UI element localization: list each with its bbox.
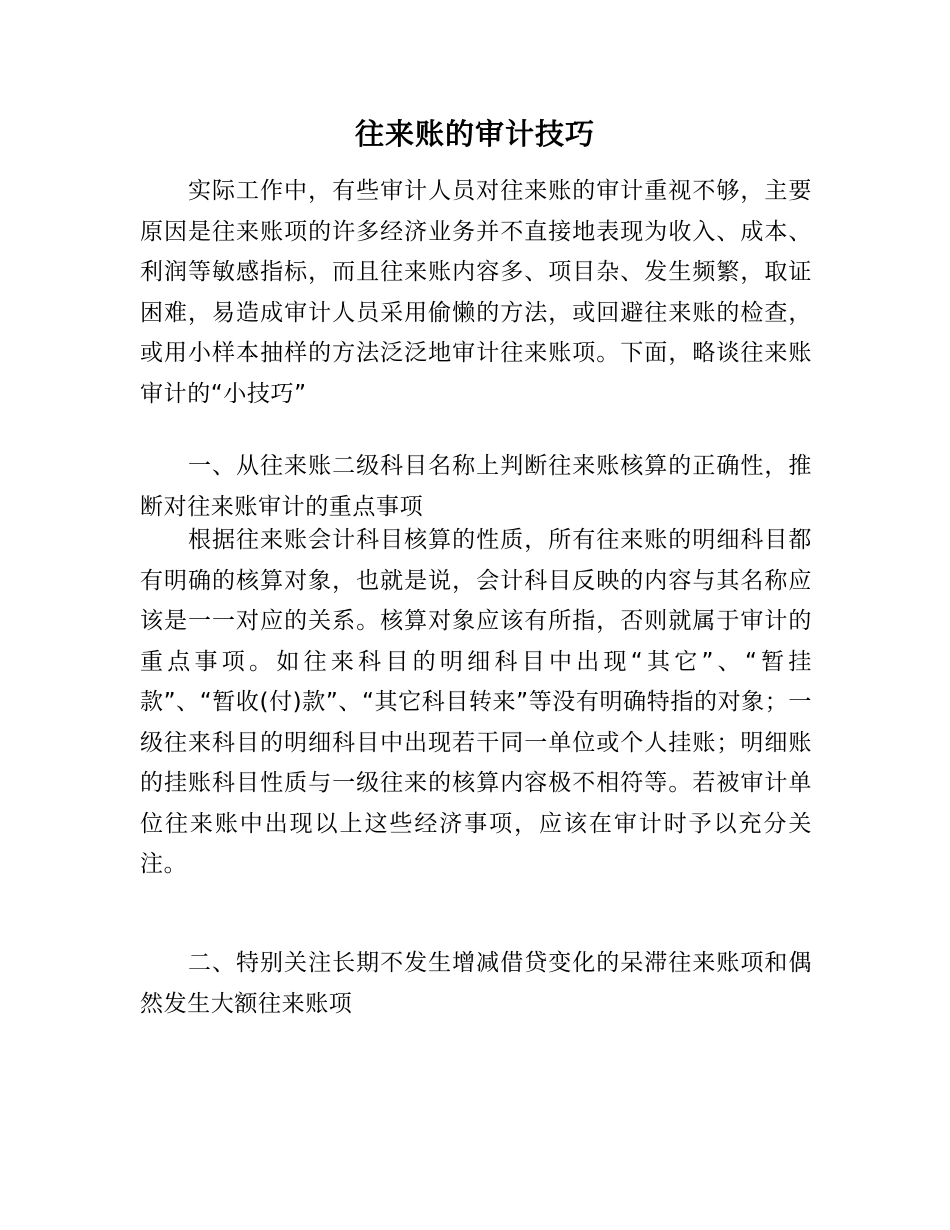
paragraph-intro: 实际工作中，有些审计人员对往来账的审计重视不够，主要原因是往来账项的许多经济业务并不直接地表现为收入、成本、利润等敏感指标，而且往来账内容多、项目杂、发生频繁，取证困难，易造成审计人员采用偷懒的方法，或回避往来账的检查，或用小样本抽样的方法泛泛地审计往来账项。下面，略谈往来账审计的“小技巧” bbox=[140, 178, 812, 407]
section-heading-one: 一、从往来账二级科目名称上判断往来账核算的正确性，推断对往来账审计的重点事项 bbox=[140, 453, 812, 520]
paragraph-section-one: 根据往来账会计科目核算的性质，所有往来账的明细科目都有明确的核算对象，也就是说，会计科目反映的内容与其名称应该是一一对应的关系。核算对象应该有所指，否则就属于审计的重点事项。如往来科目的明细科目中出现“其它”、“暂挂款”、“暂收(付)款”、“其它科目转来”等没有明确特指的对象；一级往来科目的明细科目中出现若干同一单位或个人挂账；明细账的挂账科目性质与一级往来的核算内容极不相符等。若被审计单位往来账中出现以上这些经济事项，应该在审计时予以充分关注。 bbox=[140, 527, 812, 877]
document-title: 往来账的审计技巧 bbox=[354, 117, 595, 151]
section-heading-two: 二、特别关注长期不发生增减借贷变化的呆滞往来账项和偶然发生大额往来账项 bbox=[140, 950, 812, 1017]
